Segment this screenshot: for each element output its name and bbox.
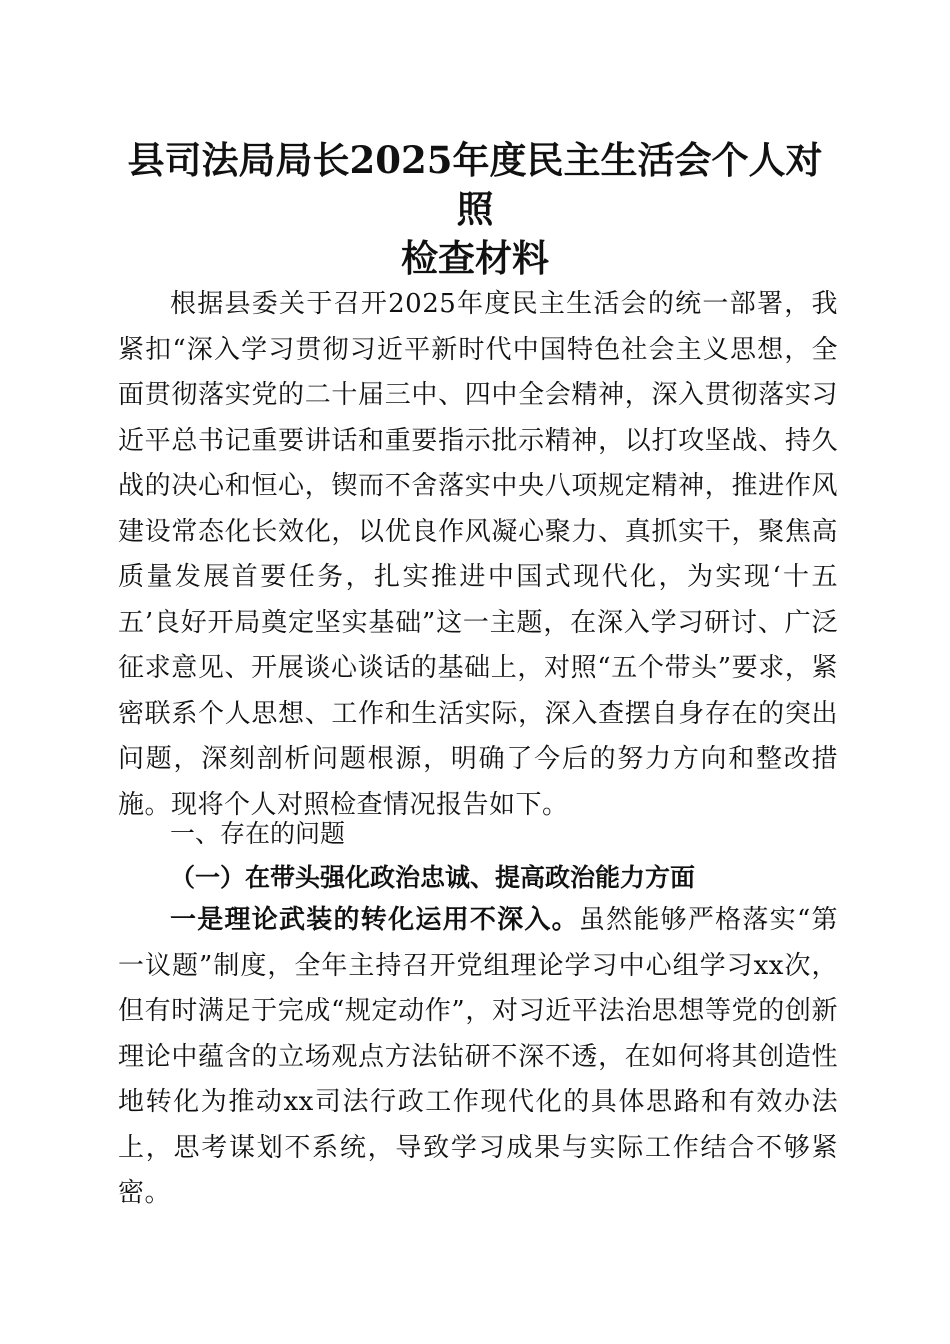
title-line-1: 县司法局局长2025年度民主生活会个人对照 bbox=[127, 138, 823, 231]
point-1-paragraph bbox=[118, 898, 838, 1217]
document-title bbox=[110, 136, 840, 283]
point-1-lead: 一是理论武装的转化运用不深入。 bbox=[170, 905, 579, 935]
point-1-text: 虽然能够严格落实“第一议题”制度，全年主持召开党组理论学习中心组学习xx次，但有时满足于完成“规定动作”，对习近平法治思想等党的创新理论中蕴含的立场观点方法钻研不深不透，在如何将其创造性地转化为推动xx司法行政工作现代化的具体思路和有效办法上，思考谋划不系统，导致学习成果与实际工作结合不够紧密。 bbox=[118, 905, 838, 1208]
title-line-2: 检查材料 bbox=[401, 236, 549, 280]
section-heading-problems: 一、存在的问题 bbox=[170, 819, 346, 848]
subsection-heading-political-loyalty: （一）在带头强化政治忠诚、提高政治能力方面 bbox=[170, 863, 696, 892]
intro-paragraph: 根据县委关于召开2025年度民主生活会的统一部署，我紧扣“深入学习贯彻习近平新时代中国特色社会主义思想，全面贯彻落实党的二十届三中、四中全会精神，深入贯彻落实习近平总书记重要讲话和重要指示批示精神，以打攻坚战、持久战的决心和恒心，锲而不舍落实中央八项规定精神，推进作风建设常态化长效化，以优良作风凝心聚力、真抓实干，聚焦高质量发展首要任务，扎实推进中国式现代化，为实现‘十五五’良好开局奠定坚实基础”这一主题，在深入学习研讨、广泛征求意见、开展谈心谈话的基础上，对照“五个带头”要求，紧密联系个人思想、工作和生活实际，深入查摆自身存在的突出问题，深刻剖析问题根源，明确了今后的努力方向和整改措施。现将个人对照检查情况报告如下。 bbox=[118, 289, 838, 820]
